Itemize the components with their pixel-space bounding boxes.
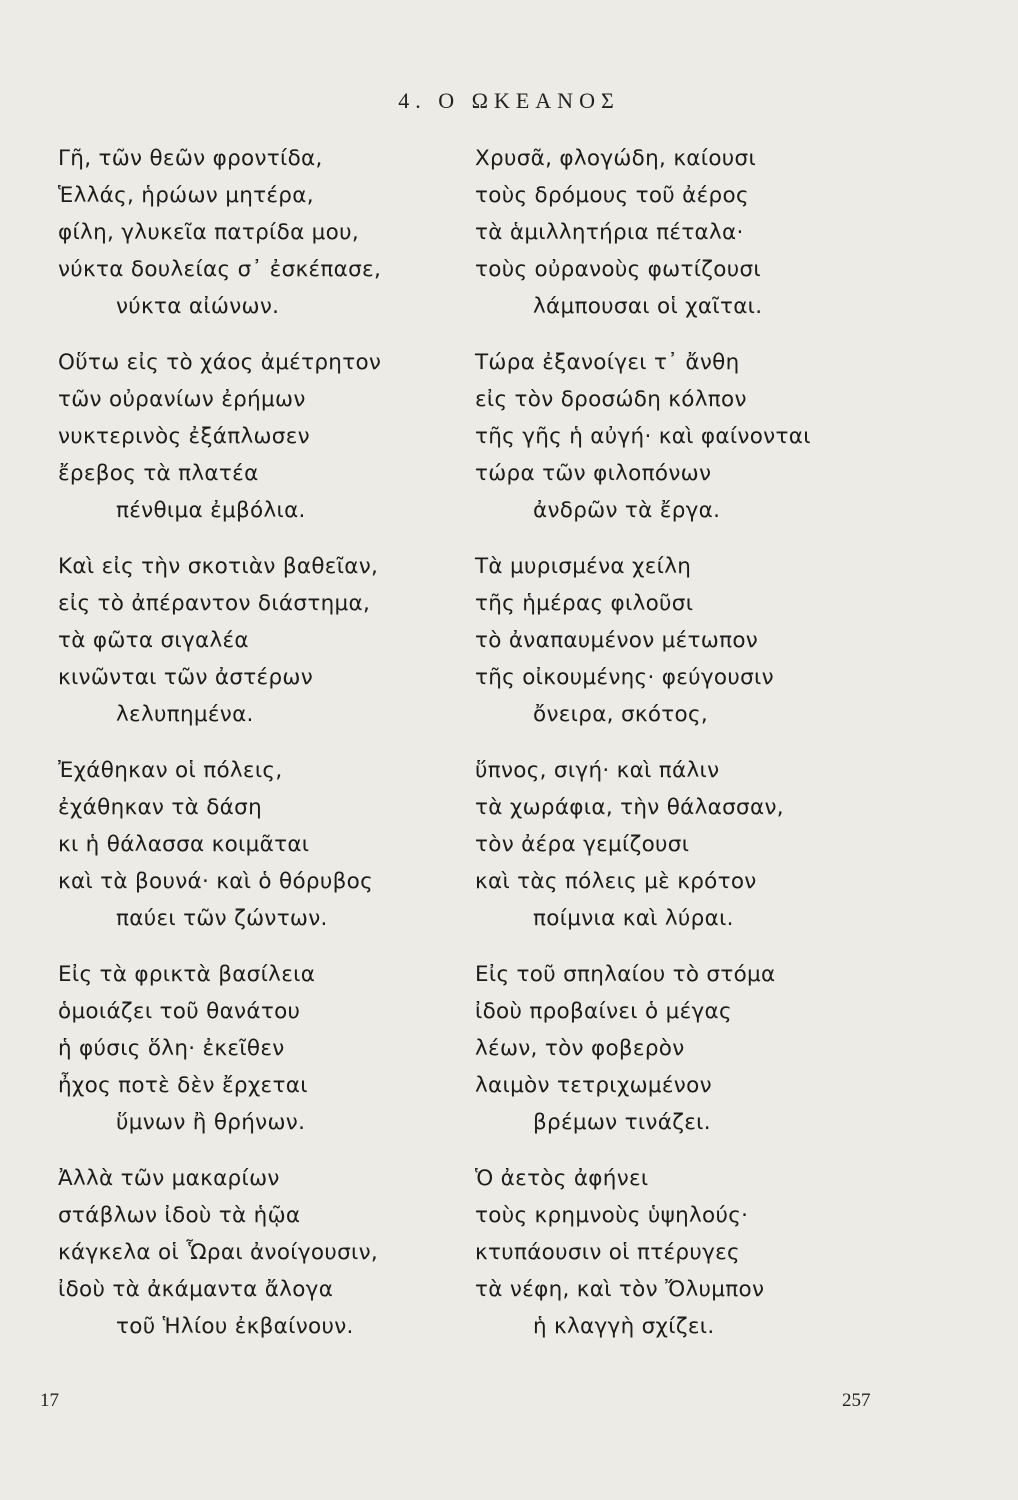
verse-line: φίλη, γλυκεῖα πατρίδα μου, [58,220,359,245]
verse-line: Τώρα ἐξανοίγει τ᾽ ἄνθη [475,350,740,375]
verse-line: Χρυσᾶ, φλογώδη, καίουσι [475,146,757,171]
stanza [475,140,915,344]
right-column [475,140,915,1364]
verse-line: τοὺς κρημνοὺς ὑψηλούς· [475,1203,749,1228]
left-column [58,140,498,1364]
verse-line: ἡ φύσις ὅλη· ἐκεῖθεν [58,1036,285,1061]
verse-line: κτυπάουσιν οἱ πτέρυγες [475,1240,740,1265]
verse-line: Ἑλλάς, ἡρώων μητέρα, [58,183,314,208]
verse-line: τῶν οὐρανίων ἐρήμων [58,387,306,412]
verse-line: τὰ φῶτα σιγαλέα [58,628,249,653]
verse-line: ὁμοιάζει τοῦ θανάτου [58,999,301,1024]
stanza [58,344,498,548]
verse-line: νυκτερινὸς ἐξάπλωσεν [58,424,310,449]
verse-line: εἰς τὸν δροσώδη κόλπον [475,387,747,412]
verse-line-indented: λελυπημένα. [116,702,254,727]
verse-line: τῆς οἰκουμένης· φεύγουσιν [475,665,774,690]
verse-line-indented: πένθιμα ἐμβόλια. [116,498,306,523]
verse-line: εἰς τὸ ἀπέραντον διάστημα, [58,591,371,616]
stanza [58,1160,498,1364]
stanza [475,1160,915,1364]
verse-line-indented: ἀνδρῶν τὰ ἔργα. [533,498,721,523]
verse-line: κάγκελα οἱ Ὧραι ἀνοίγουσιν, [58,1240,379,1265]
verse-line-indented: παύει τῶν ζώντων. [116,906,328,931]
verse-line: Ἀλλὰ τῶν μακαρίων [58,1166,280,1191]
stanza [58,548,498,752]
verse-line: τώρα τῶν φιλοπόνων [475,461,712,486]
verse-line: καὶ τὰ βουνά· καὶ ὁ θόρυβος [58,869,373,894]
verse-line: Ἐχάθηκαν οἱ πόλεις, [58,758,283,783]
stanza [58,956,498,1160]
verse-line: Τὰ μυρισμένα χείλη [475,554,692,579]
verse-line: ἐχάθηκαν τὰ δάση [58,795,263,820]
verse-line: Ὁ ἀετὸς ἀφήνει [475,1166,649,1191]
verse-line: τοὺς οὐρανοὺς φωτίζουσι [475,257,761,282]
verse-line: τῆς γῆς ἡ αὐγή· καὶ φαίνονται [475,424,811,449]
signature-mark: 17 [40,1390,59,1411]
stanza [475,344,915,548]
verse-line: τὰ χωράφια, τὴν θάλασσαν, [475,795,784,820]
stanza [475,752,915,956]
verse-line-indented: βρέμων τινάζει. [533,1110,711,1135]
verse-line: κι ἡ θάλασσα κοιμᾶται [58,832,310,857]
verse-line: λέων, τὸν φοβερὸν [475,1036,685,1061]
verse-line-indented: τοῦ Ἡλίου ἐκβαίνουν. [116,1314,354,1339]
verse-line: καὶ τὰς πόλεις μὲ κρότον [475,869,757,894]
verse-line: Οὕτω εἰς τὸ χάος ἀμέτρητον [58,350,382,375]
verse-line: τὸ ἀναπαυμένον μέτωπον [475,628,759,653]
verse-line: Γῆ, τῶν θεῶν φροντίδα, [58,146,323,171]
verse-line: ἰδοὺ τὰ ἀκάμαντα ἄλογα [58,1277,334,1302]
verse-line-indented: ἡ κλαγγὴ σχίζει. [533,1314,715,1339]
stanza [58,140,498,344]
verse-line: ἔρεβος τὰ πλατέα [58,461,259,486]
verse-line: τὰ ἁμιλλητήρια πέταλα· [475,220,744,245]
verse-line: Εἰς τοῦ σπηλαίου τὸ στόμα [475,962,776,987]
verse-line: ἰδοὺ προβαίνει ὁ μέγας [475,999,732,1024]
page-number: 257 [842,1390,871,1411]
verse-line: τῆς ἡμέρας φιλοῦσι [475,591,694,616]
verse-line: τὰ νέφη, καὶ τὸν Ὄλυμπον [475,1277,765,1302]
verse-line-indented: ποίμνια καὶ λύραι. [533,906,734,931]
verse-line: τὸν ἀέρα γεμίζουσι [475,832,690,857]
stanza [475,956,915,1160]
verse-line: Καὶ εἰς τὴν σκοτιὰν βαθεῖαν, [58,554,379,579]
verse-line: τοὺς δρόμους τοῦ ἀέρος [475,183,749,208]
stanza [475,548,915,752]
verse-line-indented: λάμπουσαι οἱ χαῖται. [533,294,763,319]
verse-line-indented: νύκτα αἰώνων. [116,294,280,319]
verse-line-indented: ὕμνων ἢ θρήνων. [116,1110,306,1135]
verse-line: ἦχος ποτὲ δὲν ἔρχεται [58,1073,308,1098]
verse-line: λαιμὸν τετριχωμένον [475,1073,712,1098]
poem-title: 4. Ο ΩΚΕΑΝΟΣ [398,88,620,113]
verse-line: ὕπνος, σιγή· καὶ πάλιν [475,758,720,783]
verse-line: Εἰς τὰ φρικτὰ βασίλεια [58,962,316,987]
verse-line: νύκτα δουλείας σ᾽ ἐσκέπασε, [58,257,382,282]
stanza [58,752,498,956]
verse-line: κινῶνται τῶν ἀστέρων [58,665,314,690]
verse-line: στάβλων ἰδοὺ τὰ ἡῷα [58,1203,301,1228]
verse-line-indented: ὄνειρα, σκότος, [533,702,709,727]
